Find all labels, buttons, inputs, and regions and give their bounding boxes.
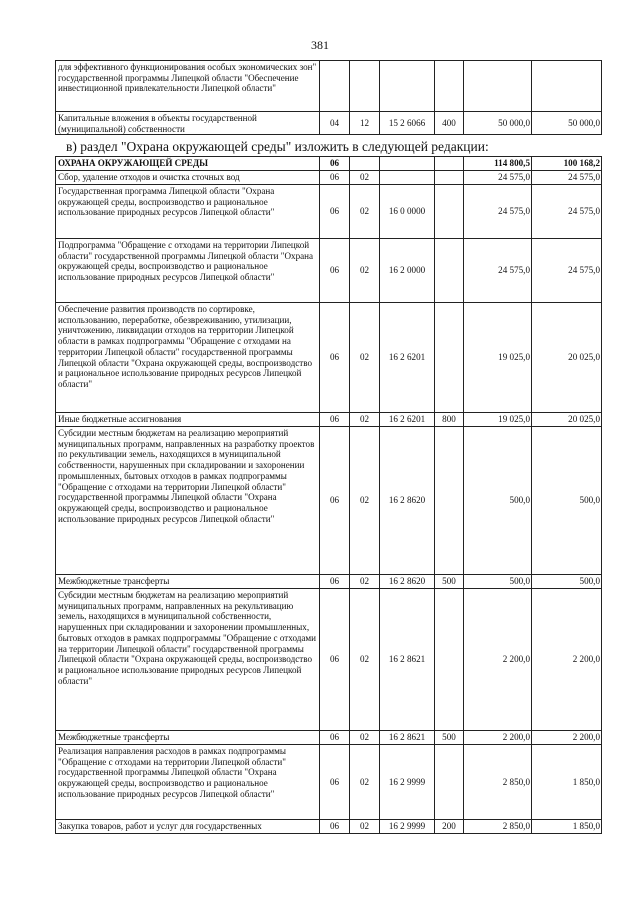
row-name: Межбюджетные трансферты xyxy=(56,575,320,589)
row-expense-type: 200 xyxy=(435,820,464,834)
row-name: Закупка товаров, работ и услуг для государственных xyxy=(56,820,320,834)
row-expense-type xyxy=(435,589,464,731)
row-target-article: 16 2 9999 xyxy=(380,820,435,834)
row-name: для эффективного функционирования особых экономических зон" государственной программы Липецкой области "Обеспечение инвестиционной привлекательности Липецкой области" xyxy=(56,61,320,112)
row-sum-year-2: 500,0 xyxy=(532,575,602,589)
row-section-code: 06 xyxy=(320,820,350,834)
row-subsection-code: 02 xyxy=(350,239,380,303)
row-expense-type xyxy=(435,61,464,112)
row-section-code: 06 xyxy=(320,239,350,303)
row-name: Субсидии местным бюджетам на реализацию мероприятий муниципальных программ, направленных на рекультивацию земель, находящихся в муниципальной собственности, нарушенных при складировании и захоронении промышленных, бытовых отходов в рамках подпрограммы "Обращение с отходами на территории Липецкой области" государственной программы Липецкой области "Охрана окружающей среды, воспроизводство и рациональное использование природных ресурсов Липецкой области" xyxy=(56,589,320,731)
row-section-code: 06 xyxy=(320,413,350,427)
row-subsection-code xyxy=(350,61,380,112)
row-expense-type xyxy=(435,427,464,575)
table-row xyxy=(56,589,602,731)
table-row xyxy=(56,61,602,112)
table-row xyxy=(56,171,602,185)
row-sum-year-2: 24 575,0 xyxy=(532,185,602,239)
row-expense-type xyxy=(435,157,464,171)
row-subsection-code: 02 xyxy=(350,303,380,413)
row-target-article: 16 2 8620 xyxy=(380,575,435,589)
row-subsection-code: 02 xyxy=(350,413,380,427)
table-row xyxy=(56,820,602,834)
row-section-code xyxy=(320,61,350,112)
row-target-article xyxy=(380,61,435,112)
row-subsection-code: 02 xyxy=(350,745,380,820)
row-expense-type xyxy=(435,745,464,820)
row-sum-year-1: 500,0 xyxy=(464,575,532,589)
row-section-code: 06 xyxy=(320,745,350,820)
row-expense-type: 500 xyxy=(435,575,464,589)
row-name: Подпрограмма "Обращение с отходами на территории Липецкой области" государственной программы Липецкой области "Охрана окружающей среды, воспроизводство и рациональное использование природных ресурсов Липецкой области" xyxy=(56,239,320,303)
row-sum-year-2: 2 200,0 xyxy=(532,589,602,731)
budget-table-continuation xyxy=(55,60,602,135)
row-subsection-code: 02 xyxy=(350,427,380,575)
row-target-article xyxy=(380,171,435,185)
section-heading: в) раздел "Охрана окружающей среды" изложить в следующей редакции: xyxy=(66,139,489,154)
table-row xyxy=(56,239,602,303)
row-expense-type xyxy=(435,185,464,239)
row-sum-year-2: 20 025,0 xyxy=(532,303,602,413)
row-name: Реализация направления расходов в рамках подпрограммы "Обращение с отходами на территории Липецкой области" государственной программы Липецкой области "Охрана окружающей среды, воспроизводство и рациональное использование природных ресурсов Липецкой области" xyxy=(56,745,320,820)
row-name: Сбор, удаление отходов и очистка сточных вод xyxy=(56,171,320,185)
row-sum-year-2: 2 200,0 xyxy=(532,731,602,745)
row-target-article: 16 2 8621 xyxy=(380,589,435,731)
row-sum-year-2: 24 575,0 xyxy=(532,239,602,303)
row-target-article: 16 2 6201 xyxy=(380,303,435,413)
row-name: Капитальные вложения в объекты государственной (муниципальной) собственности xyxy=(56,112,320,135)
row-target-article: 16 0 0000 xyxy=(380,185,435,239)
row-subsection-code: 02 xyxy=(350,589,380,731)
table-row xyxy=(56,731,602,745)
budget-table-environment xyxy=(55,156,602,834)
row-subsection-code: 02 xyxy=(350,575,380,589)
row-name: Обеспечение развития производств по сортировке, использованию, переработке, обезвреживанию, утилизации, уничтожению, ликвидации отходов на территории Липецкой области в рамках подпрограммы "Обращение с отходами на территории Липецкой области" государственной программы Липецкой области "Охрана окружающей среды, воспроизводство и рациональное использование природных ресурсов Липецкой области" xyxy=(56,303,320,413)
row-sum-year-1: 24 575,0 xyxy=(464,185,532,239)
row-expense-type xyxy=(435,303,464,413)
row-sum-year-1: 114 800,5 xyxy=(464,157,532,171)
row-sum-year-2: 1 850,0 xyxy=(532,745,602,820)
row-expense-type xyxy=(435,239,464,303)
row-sum-year-1: 2 850,0 xyxy=(464,745,532,820)
row-subsection-code: 12 xyxy=(350,112,380,135)
row-sum-year-1: 2 200,0 xyxy=(464,589,532,731)
row-name: Иные бюджетные ассигнования xyxy=(56,413,320,427)
row-section-code: 06 xyxy=(320,185,350,239)
row-expense-type: 400 xyxy=(435,112,464,135)
row-target-article: 16 2 9999 xyxy=(380,745,435,820)
row-sum-year-2: 500,0 xyxy=(532,427,602,575)
row-target-article: 16 2 0000 xyxy=(380,239,435,303)
row-section-code: 06 xyxy=(320,427,350,575)
row-section-code: 06 xyxy=(320,171,350,185)
table-row xyxy=(56,413,602,427)
table-row xyxy=(56,575,602,589)
row-target-article: 16 2 8620 xyxy=(380,427,435,575)
row-sum-year-1: 2 850,0 xyxy=(464,820,532,834)
row-section-code: 06 xyxy=(320,157,350,171)
row-section-code: 06 xyxy=(320,731,350,745)
row-sum-year-2: 1 850,0 xyxy=(532,820,602,834)
row-section-code: 06 xyxy=(320,575,350,589)
row-target-article: 16 2 6201 xyxy=(380,413,435,427)
row-section-code: 06 xyxy=(320,303,350,413)
row-expense-type: 800 xyxy=(435,413,464,427)
row-name: Межбюджетные трансферты xyxy=(56,731,320,745)
table-row xyxy=(56,303,602,413)
table-row xyxy=(56,185,602,239)
row-subsection-code: 02 xyxy=(350,820,380,834)
row-sum-year-1: 24 575,0 xyxy=(464,239,532,303)
row-sum-year-1: 24 575,0 xyxy=(464,171,532,185)
row-sum-year-2: 20 025,0 xyxy=(532,413,602,427)
table-row xyxy=(56,157,602,171)
row-subsection-code xyxy=(350,157,380,171)
row-sum-year-2 xyxy=(532,61,602,112)
row-subsection-code: 02 xyxy=(350,185,380,239)
row-subsection-code: 02 xyxy=(350,171,380,185)
row-target-article: 16 2 8621 xyxy=(380,731,435,745)
row-sum-year-1: 19 025,0 xyxy=(464,413,532,427)
row-name: ОХРАНА ОКРУЖАЮЩЕЙ СРЕДЫ xyxy=(56,157,320,171)
table-row xyxy=(56,427,602,575)
page-number: 381 xyxy=(311,38,329,52)
row-section-code: 04 xyxy=(320,112,350,135)
row-sum-year-1: 19 025,0 xyxy=(464,303,532,413)
row-target-article: 15 2 6066 xyxy=(380,112,435,135)
row-sum-year-1 xyxy=(464,61,532,112)
row-expense-type: 500 xyxy=(435,731,464,745)
row-name: Субсидии местным бюджетам на реализацию мероприятий муниципальных программ, направленных на разработку проектов по рекультивации земель, находящихся в муниципальной собственности, нарушенных при складировании и захоронении промышленных, бытовых отходов в рамках подпрограммы "Обращение с отходами на территории Липецкой области" государственной программы Липецкой области "Охрана окружающей среды, воспроизводство и рациональное использование природных ресурсов Липецкой области" xyxy=(56,427,320,575)
row-target-article xyxy=(380,157,435,171)
row-subsection-code: 02 xyxy=(350,731,380,745)
row-name: Государственная программа Липецкой области "Охрана окружающей среды, воспроизводство и рациональное использование природных ресурсов Липецкой области" xyxy=(56,185,320,239)
row-sum-year-2: 24 575,0 xyxy=(532,171,602,185)
row-sum-year-2: 50 000,0 xyxy=(532,112,602,135)
table-row xyxy=(56,112,602,135)
row-sum-year-1: 500,0 xyxy=(464,427,532,575)
row-section-code: 06 xyxy=(320,589,350,731)
row-sum-year-1: 50 000,0 xyxy=(464,112,532,135)
row-expense-type xyxy=(435,171,464,185)
row-sum-year-1: 2 200,0 xyxy=(464,731,532,745)
row-sum-year-2: 100 168,2 xyxy=(532,157,602,171)
table-row xyxy=(56,745,602,820)
